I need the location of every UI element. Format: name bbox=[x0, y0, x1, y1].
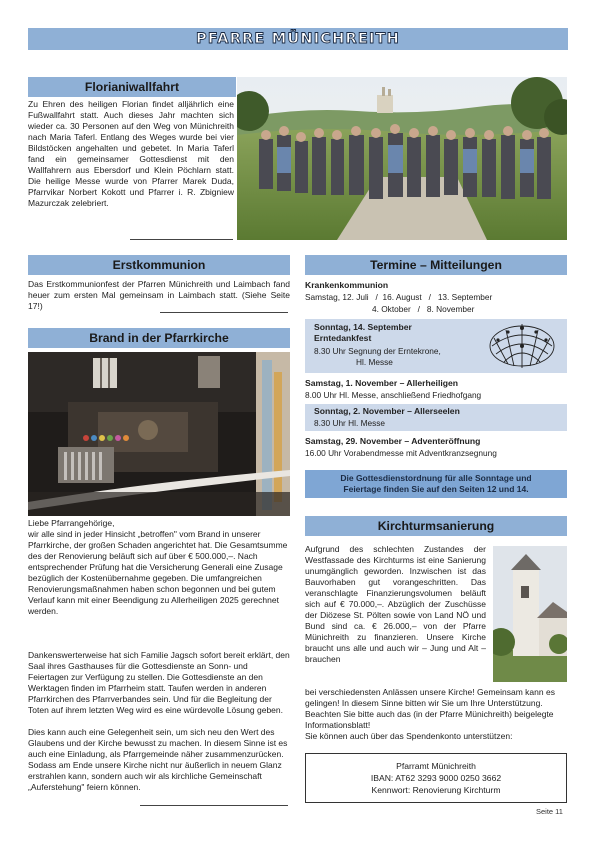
gottesdienst-notice bbox=[305, 470, 567, 498]
erntedank-subtitle: Erntedankfest bbox=[314, 333, 372, 343]
allerseelen-title: Sonntag, 2. November – Allerseelen bbox=[314, 406, 460, 416]
bank-details-box bbox=[305, 753, 567, 803]
termine-heading-text: Termine – Mitteilungen bbox=[370, 258, 502, 272]
notice-line-1: Die Gottesdienstordnung für alle Sonntage und bbox=[340, 472, 532, 483]
kommunion-rule bbox=[160, 312, 288, 313]
kommunion-text: Das Erstkommunionfest der Pfarren Münichreith und Laimbach fand heuer zum ersten Mal gemeinsam in Laimbach statt. (Siehe Seite 17!) bbox=[28, 279, 290, 312]
page-title: PFARRE MÜNICHREITH bbox=[196, 31, 400, 47]
florian-heading-text: Florianiwallfahrt bbox=[84, 80, 180, 94]
church-tower-photo bbox=[493, 546, 567, 682]
erntedank-line-1: 8.30 Uhr Segnung der Erntekrone, bbox=[314, 346, 441, 356]
krank-title: Krankenkommunion bbox=[305, 280, 389, 290]
kirchturm-heading-text: Kirchturmsanierung bbox=[377, 519, 495, 533]
brand-rule bbox=[140, 805, 288, 806]
bank-iban: IBAN: AT62 3293 9000 0250 3662 bbox=[370, 773, 502, 783]
notice-line-2: Feiertage finden Sie auf den Seiten 12 und 14. bbox=[343, 484, 529, 494]
brand-heading bbox=[28, 328, 290, 348]
brand-text-2: Dankenswerterweise hat sich Familie Jagsch sofort bereit erklärt, den Saal ihres Gasthauses für die Gottesdienste an Sonn- und Feiertagen zur Verfügung zu stellen. Die Gottesdienste an den Werktagen finden im Pfarrheim statt. Taufen werden in anderen Pfarrkirchen des Pfarrverbandes sein. Und für die Begleitung der Toten auf ihrem letzten Weg wird es eine würdevolle Lösung geben. bbox=[28, 650, 290, 716]
burnt-church-photo bbox=[28, 352, 290, 516]
erntedank-title: Sonntag, 14. September bbox=[314, 322, 412, 332]
krank-line-1: Samstag, 12. Juli / 16. August / 13. September bbox=[305, 292, 493, 302]
kirchturm-heading bbox=[305, 516, 567, 536]
page-number: Seite 11 bbox=[536, 807, 563, 816]
kirchturm-text-2: bei verschiedensten Anlässen unsere Kirche! Gemeinsam kann es gelingen! In diesem Sinne bitten wir Sie um Ihre Unterstützung. Beachten Sie bitte auch das (in der Pfarre Münichreith) beigelegte Informationsblatt! Sie können auch über das Spendenkonto unterstützen: bbox=[305, 687, 555, 742]
erntedank-line-2: Hl. Messe bbox=[356, 357, 393, 367]
page-header bbox=[28, 28, 568, 50]
bank-name: Pfarramt Münichreith bbox=[396, 761, 476, 771]
florian-text: Zu Ehren des heiligen Florian findet alljährlich eine Fußwallfahrt statt. Auch dieses Jahr machten sich wieder ca. 30 Personen auf den Weg von Münichreith nach Maria Taferl. Entlang des Weges wurde bei vier Bildstöcken angehalten und gebetet. In Maria Taferl fand ein gemeinsamer Gottesdienst mit den Wallfahrern aus Ebersdorf und Klein Pöchlarn statt. Die heilige Messe wurde von Pfarrer Marek Duda, Pfarrvikar Norbert Kokott und Pfarrer i. R. Zbigniew Mazurczak zelebriert. bbox=[28, 99, 234, 209]
florian-rule bbox=[130, 239, 233, 240]
kommunion-heading-text: Erstkommunion bbox=[112, 258, 206, 272]
allerheiligen-line: 8.00 Uhr Hl. Messe, anschließend Friedhofgang bbox=[305, 390, 482, 400]
advent-title: Samstag, 29. November – Adventeröffnung bbox=[305, 436, 481, 446]
allerheiligen-title: Samstag, 1. November – Allerheiligen bbox=[305, 378, 458, 388]
termine-heading bbox=[305, 255, 567, 275]
florian-heading bbox=[28, 77, 236, 97]
harvest-crown-icon bbox=[484, 320, 560, 372]
krank-line-2: 4. Oktober / 8. November bbox=[372, 304, 475, 314]
pilgrimage-group-photo bbox=[237, 77, 567, 240]
kirchturm-text-1: Aufgrund des schlechten Zustandes der Westfassade des Kirchturms ist eine Sanierung unumgänglich geworden. Inzwischen ist das Bauvorhaben gut vorangeschritten. Das veranschlagte Finanzierungsvolumen beläuft sich auf € 70.000,–. Abzüglich der Zuschüsse der Diözese St. Pölten sowie von Land NÖ und Bund sind ca. € 26.000,– von der Pfarre Münichreith zu finanzieren. Unsere Kirche braucht uns alle und auch wir – Jung und Alt – brauchen bbox=[305, 544, 486, 665]
bank-reference: Kennwort: Renovierung Kirchturm bbox=[371, 785, 501, 795]
brand-text-1: Liebe Pfarrangehörige, wir alle sind in jeder Hinsicht „betroffen" vom Brand in unserer Pfarrkirche, der großen Schaden angerichtet hat. Die Gesamtsumme des der Renovierung beläuft sich auf über € 500.000,–. Nach entsprechender Prüfung hat die Versicherung Generali eine Zusage bezüglich der Kostenübernahme gegeben. Die umfangreichen Renovierungsmaßnahmen haben schon begonnen und bei gutem Verlauf kann mit einer Beendigung zu Allerheiligen 2025 gerechnet werden. bbox=[28, 518, 288, 617]
brand-heading-text: Brand in der Pfarrkirche bbox=[89, 331, 229, 345]
kommunion-heading bbox=[28, 255, 290, 275]
allerseelen-line: 8.30 Uhr Hl. Messe bbox=[314, 418, 386, 428]
advent-line: 16.00 Uhr Vorabendmesse mit Adventkranzsegnung bbox=[305, 448, 497, 458]
brand-text-3: Dies kann auch eine Gelegenheit sein, um sich neu den Wert des Glaubens und der Kirche bewusst zu machen. In diesem Sinne ist es auch eine Einladung, als Pfarrgemeinde näher zusammenzurücken. Sodass am Ende unsere Kirche nicht nur äußerlich in neuem Glanz erstrahlen kann, sondern auch wir als kirchliche Gemeinschaft „Auferstehung" feiern können. bbox=[28, 727, 288, 793]
